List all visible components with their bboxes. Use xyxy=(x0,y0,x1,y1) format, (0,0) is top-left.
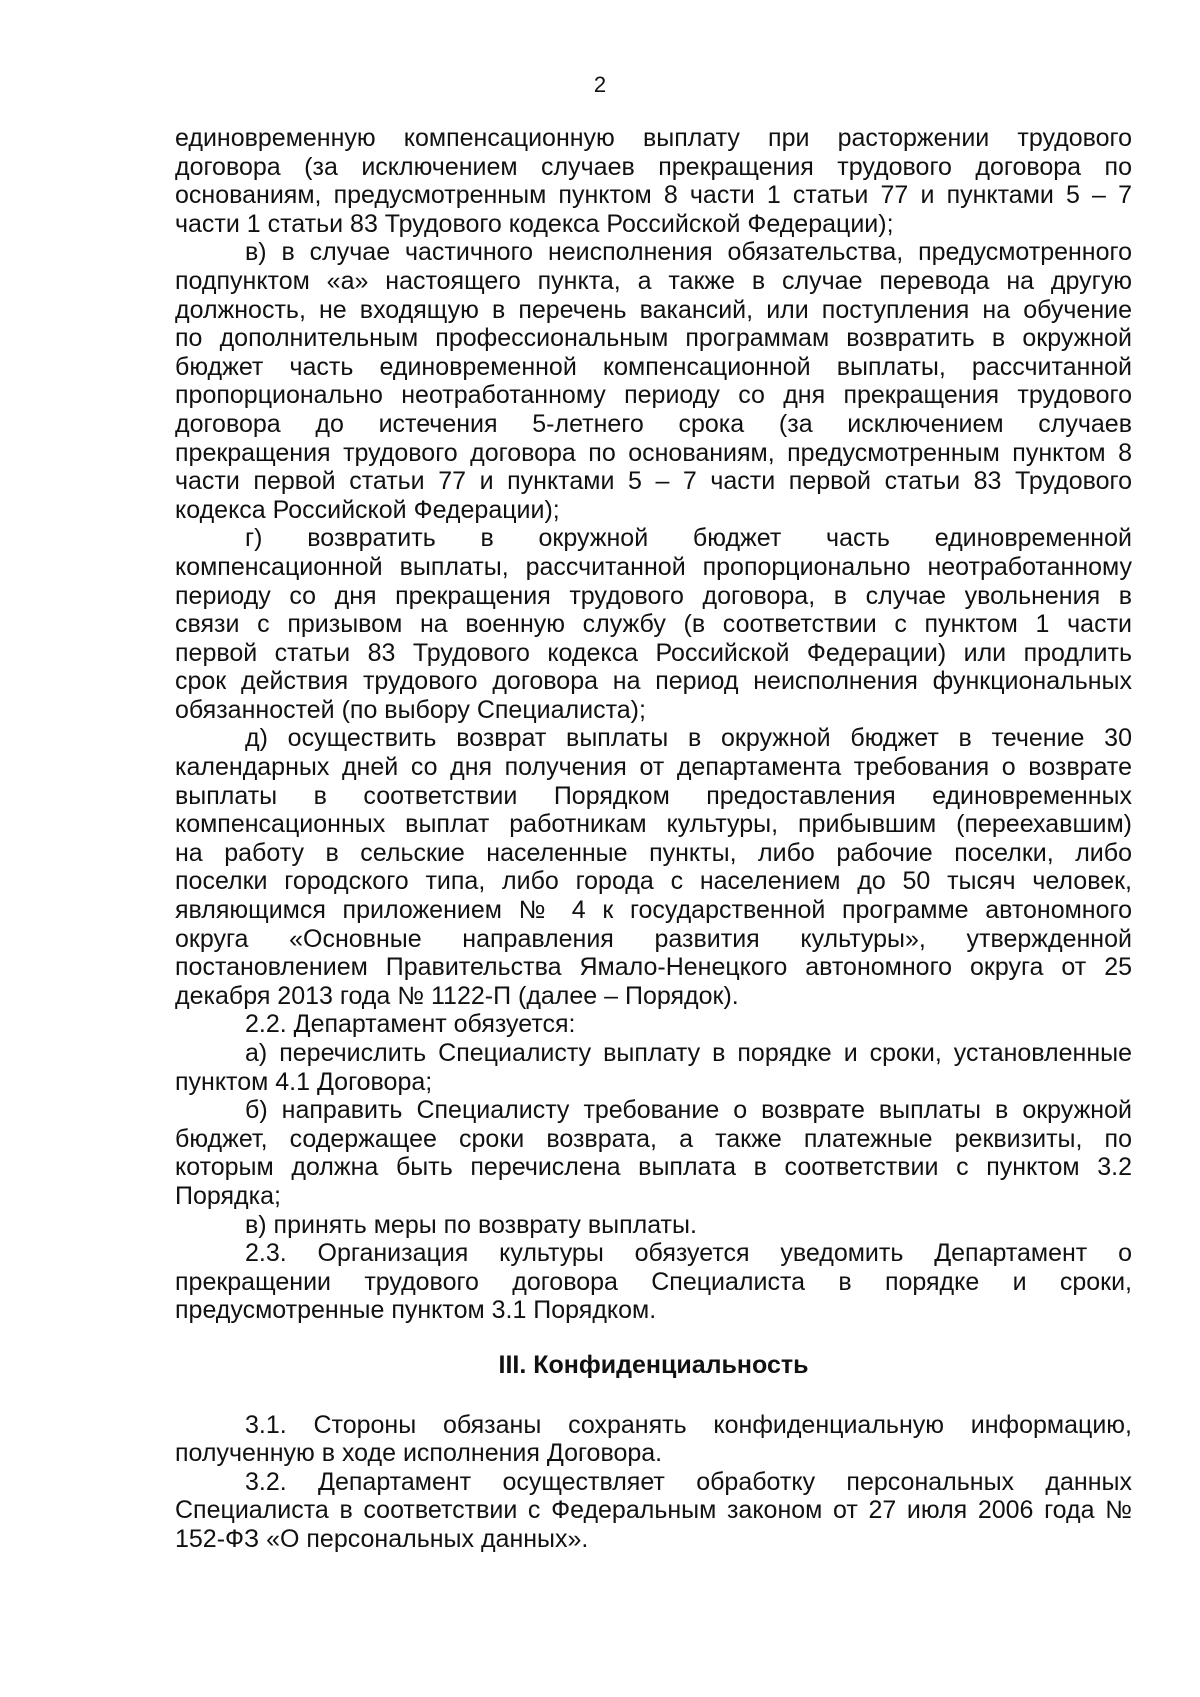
text-line: первой статьи 83 Трудового кодекса Российской Федерации) или продлить xyxy=(175,638,1132,667)
text-line: пропорционально неотработанному периоду со дня прекращения трудового xyxy=(175,381,1132,410)
document-body xyxy=(175,124,1132,1554)
text-line: 2.2. Департамент обязуется: xyxy=(245,1010,576,1039)
text-line: 3.2. Департамент осуществляет обработку персональных данных xyxy=(245,1467,1132,1496)
text-line: бюджет часть единовременной компенсационной выплаты, рассчитанной xyxy=(175,352,1132,381)
text-line: пунктом 4.1 Договора; xyxy=(175,1067,433,1096)
paragraph xyxy=(175,1411,1132,1468)
text-line: в) в случае частичного неисполнения обязательства, предусмотренного xyxy=(245,238,1132,267)
text-line: а) перечислить Специалисту выплату в порядке и сроки, установленные xyxy=(245,1039,1132,1067)
paragraph xyxy=(175,1010,1132,1039)
paragraph xyxy=(175,1039,1132,1096)
text-line: б) направить Специалисту требование о возврате выплаты в окружной xyxy=(245,1096,1132,1125)
text-line: г) возвратить в окружной бюджет часть единовременной xyxy=(245,524,1132,553)
text-line: 3.1. Стороны обязаны сохранять конфиденциальную информацию, xyxy=(245,1410,1132,1439)
text-line: поселки городского типа, либо города с населением до 50 тысяч человек, xyxy=(175,867,1132,896)
text-line: в) принять меры по возврату выплаты. xyxy=(245,1210,697,1239)
text-line: 152-ФЗ «О персональных данных». xyxy=(175,1524,589,1553)
text-line: связи с призывом на военную службу (в соответствии с пунктом 1 части xyxy=(175,610,1132,639)
text-line: календарных дней со дня получения от департамента требования о возврате xyxy=(175,753,1132,782)
section-heading: III. Конфиденциальность xyxy=(498,1350,809,1379)
text-line: должность, не входящую в перечень вакансий, или поступления на обучение xyxy=(175,295,1132,324)
text-line: прекращения трудового договора по основаниям, предусмотренным пунктом 8 xyxy=(175,438,1132,467)
paragraph xyxy=(175,724,1132,1010)
text-line: выплаты в соответствии Порядком предоставления единовременных xyxy=(175,781,1132,810)
text-line: 2.3. Организация культуры обязуется уведомить Департамент о xyxy=(245,1239,1132,1268)
text-line: на работу в сельские населенные пункты, либо рабочие поселки, либо xyxy=(175,838,1132,867)
text-line: основаниям, предусмотренным пунктом 8 части 1 статьи 77 и пунктами 5 – 7 xyxy=(175,181,1132,210)
paragraph xyxy=(175,524,1132,724)
text-line: являющимся приложением № 4 к государственной программе автономного xyxy=(175,896,1132,925)
text-line: единовременную компенсационную выплату при расторжении трудового xyxy=(175,124,1132,152)
text-line: д) осуществить возврат выплаты в окружной бюджет в течение 30 xyxy=(245,724,1132,753)
text-line: подпунктом «а» настоящего пункта, а также в случае перевода на другую xyxy=(175,266,1132,295)
text-line: обязанностей (по выбору Специалиста); xyxy=(175,695,646,724)
text-line: договора до истечения 5-летнего срока (за исключением случаев xyxy=(175,409,1132,438)
text-line: срок действия трудового договора на период неисполнения функциональных xyxy=(175,667,1132,696)
paragraphs-after-heading xyxy=(175,1411,1132,1554)
text-line: компенсационных выплат работникам культуры, прибывшим (переехавшим) xyxy=(175,810,1132,839)
paragraph xyxy=(175,1096,1132,1210)
text-line: периоду со дня прекращения трудового договора, в случае увольнения в xyxy=(175,581,1132,610)
text-line: части первой статьи 77 и пунктами 5 – 7 части первой статьи 83 Трудового xyxy=(175,467,1132,496)
text-line: декабря 2013 года № 1122-П (далее – Порядок). xyxy=(175,981,739,1010)
text-line: которым должна быть перечислена выплата в соответствии с пунктом 3.2 xyxy=(175,1153,1132,1182)
text-line: предусмотренные пунктом 3.1 Порядком. xyxy=(175,1296,657,1325)
text-line: прекращении трудового договора Специалиста в порядке и сроки, xyxy=(175,1267,1132,1296)
text-line: полученную в ходе исполнения Договора. xyxy=(175,1439,663,1468)
text-line: договора (за исключением случаев прекращения трудового договора по xyxy=(175,152,1132,181)
paragraph xyxy=(175,1468,1132,1554)
paragraph xyxy=(175,1239,1132,1325)
text-line: постановлением Правительства Ямало-Ненецкого автономного округа от 25 xyxy=(175,953,1132,982)
text-line: Порядка; xyxy=(175,1181,281,1210)
page-number: 2 xyxy=(593,72,607,97)
paragraph xyxy=(175,238,1132,524)
text-line: части 1 статьи 83 Трудового кодекса Российской Федерации); xyxy=(175,209,894,238)
text-line: бюджет, содержащее сроки возврата, а также платежные реквизиты, по xyxy=(175,1124,1132,1153)
paragraphs-before-heading xyxy=(175,124,1132,1325)
text-line: по дополнительным профессиональным программам возвратить в окружной xyxy=(175,324,1132,353)
text-line: Специалиста в соответствии с Федеральным законом от 27 июля 2006 года № xyxy=(175,1496,1132,1525)
text-line: кодекса Российской Федерации); xyxy=(175,495,560,524)
paragraph xyxy=(175,1211,1132,1240)
paragraph xyxy=(175,124,1132,238)
text-line: округа «Основные направления развития культуры», утвержденной xyxy=(175,924,1132,953)
text-line: компенсационной выплаты, рассчитанной пропорционально неотработанному xyxy=(175,552,1132,581)
